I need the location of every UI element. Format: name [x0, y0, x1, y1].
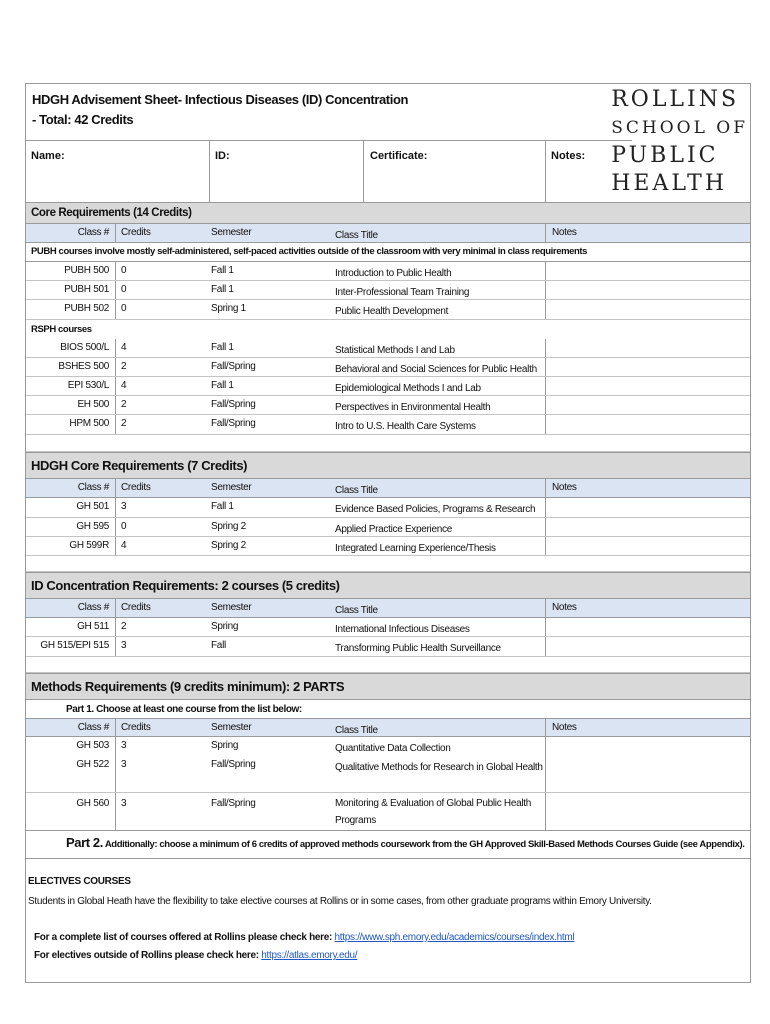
table-row: PUBH 502 0 Spring 1 Public Health Development: [26, 300, 750, 320]
table-row: HPM 500 2 Fall/Spring Intro to U.S. Health Care Systems: [26, 415, 750, 435]
spacer-row: [26, 657, 750, 673]
table-row: PUBH 500 0 Fall 1 Introduction to Public Health: [26, 262, 750, 281]
rollins-courses-link[interactable]: https://www.sph.emory.edu/academics/courses/index.html: [334, 932, 575, 943]
table-row: GH 599R 4 Spring 2 Integrated Learning Experience/Thesis: [26, 537, 750, 556]
rsph-label: RSPH courses: [31, 324, 92, 335]
table-row: GH 560 3 Fall/Spring Monitoring & Evaluation of Global Public Health Programs: [26, 793, 750, 831]
name-field[interactable]: Name:: [31, 150, 65, 162]
table-row: EH 500 2 Fall/Spring Perspectives in Environmental Health: [26, 396, 750, 415]
table-row: BIOS 500/L 4 Fall 1 Statistical Methods I and Lab: [26, 339, 750, 358]
electives-text: Students in Global Heath have the flexibility to take elective courses at Rollins or in some cases, from other graduate programs within Emory University.: [28, 896, 652, 907]
rollins-courses-line: For a complete list of courses offered at Rollins please check here: https://www.sph.emory.edu/academics/courses/index.html: [34, 932, 575, 943]
spacer-row: [26, 435, 750, 452]
notes-field[interactable]: Notes:: [551, 150, 586, 162]
atlas-link[interactable]: https://atlas.emory.edu/: [261, 950, 358, 961]
core-section-header: Core Requirements (14 Credits): [26, 202, 750, 224]
spacer-row: [26, 556, 750, 572]
hdgh-section-header: HDGH Core Requirements (7 Credits): [26, 452, 750, 479]
core-column-header: Class # Credits Semester Class Title Notes: [26, 224, 750, 243]
pubh-note: PUBH courses involve mostly self-administered, self-paced activities outside of the classroom with very minimal in class requirements: [31, 246, 588, 257]
methods-section-header: Methods Requirements (9 credits minimum): 2 PARTS: [26, 673, 750, 700]
methods-column-header: Class # Credits Semester Class Title Notes: [26, 718, 750, 737]
hdgh-column-header: Class # Credits Semester Class Title Notes: [26, 479, 750, 498]
table-row: GH 595 0 Spring 2 Applied Practice Experience: [26, 518, 750, 537]
table-row: PUBH 501 0 Fall 1 Inter-Professional Team Training: [26, 281, 750, 300]
table-row: GH 515/EPI 515 3 Fall Transforming Public Health Surveillance: [26, 637, 750, 657]
id-field[interactable]: ID:: [215, 150, 230, 162]
electives-heading: ELECTIVES COURSES: [28, 876, 131, 887]
table-row: GH 503 3 Spring Quantitative Data Collection: [26, 737, 750, 756]
table-row: GH 501 3 Fall 1 Evidence Based Policies, Programs & Research: [26, 498, 750, 518]
rollins-logo: ROLLINS SCHOOL OF PUBLIC HEALTH: [611, 87, 748, 196]
id-column-header: Class # Credits Semester Class Title Notes: [26, 599, 750, 618]
id-concentration-section-header: ID Concentration Requirements: 2 courses (5 credits): [26, 572, 750, 599]
table-row: BSHES 500 2 Fall/Spring Behavioral and Social Sciences for Public Health: [26, 358, 750, 377]
table-row: GH 522 3 Fall/Spring Qualitative Methods for Research in Global Health: [26, 756, 750, 793]
table-row: GH 511 2 Spring International Infectious Diseases: [26, 618, 750, 637]
methods-part2: Part 2. Additionally: choose a minimum of 6 credits of approved methods coursework from the GH Approved Skill-Based Methods Courses Guide (see Appendix).: [66, 835, 745, 850]
table-row: EPI 530/L 4 Fall 1 Epidemiological Methods I and Lab: [26, 377, 750, 396]
methods-part1: Part 1. Choose at least one course from the list below:: [66, 704, 302, 715]
advisement-sheet: [25, 83, 751, 983]
page-title: HDGH Advisement Sheet- Infectious Diseases (ID) Concentration - Total: 42 Credits: [32, 92, 409, 127]
external-electives-line: For electives outside of Rollins please check here: https://atlas.emory.edu/: [34, 950, 358, 961]
certificate-field[interactable]: Certificate:: [370, 150, 428, 162]
